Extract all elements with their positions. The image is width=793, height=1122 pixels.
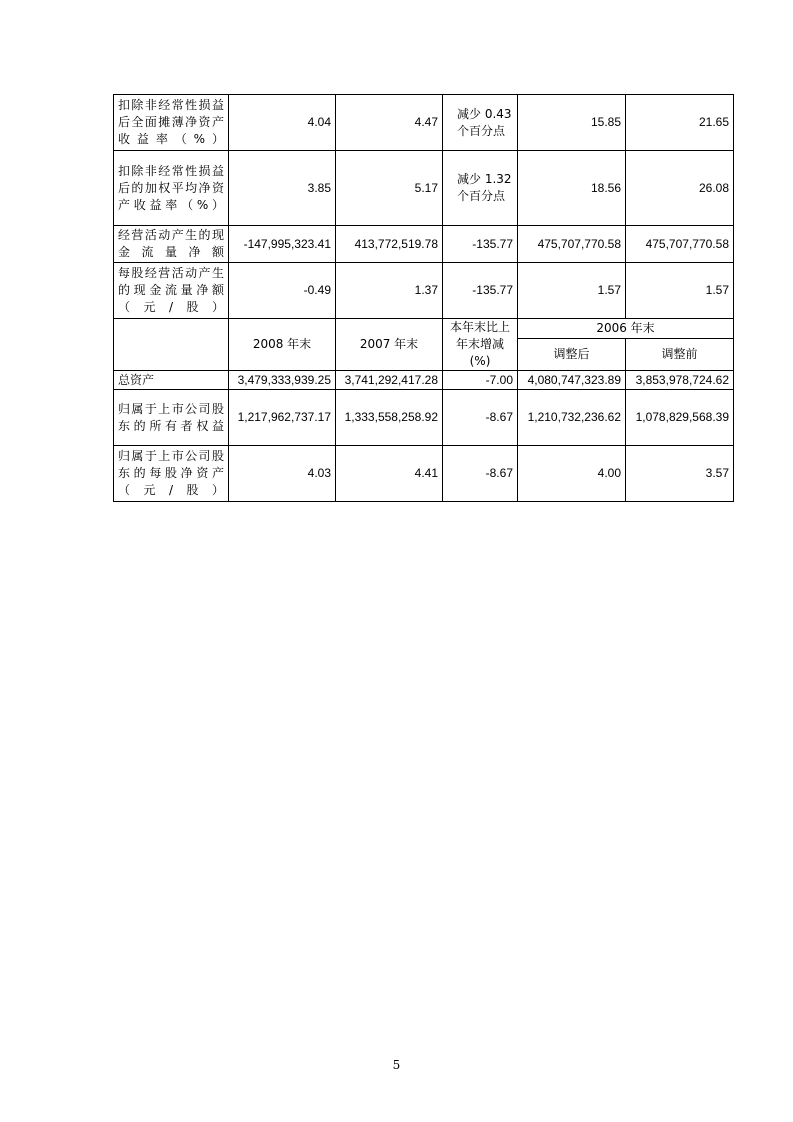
value-change: 减少 1.32 个百分点 xyxy=(443,151,518,226)
value-2008: 3,479,333,939.25 xyxy=(229,371,336,390)
header-2006-adjusted: 调整后 xyxy=(518,338,626,370)
value-2007: 4.47 xyxy=(336,95,443,151)
table-row xyxy=(114,151,734,226)
value-2006-original: 3,853,978,724.62 xyxy=(626,371,734,390)
value-2007: 4.41 xyxy=(336,446,443,502)
value-2006-original: 475,707,770.58 xyxy=(626,226,734,263)
row-label: 总资产 xyxy=(114,371,229,390)
table-row xyxy=(114,446,734,502)
table-row xyxy=(114,390,734,446)
value-2007: 413,772,519.78 xyxy=(336,226,443,263)
value-change: -8.67 xyxy=(443,446,518,502)
value-2006-adjusted: 15.85 xyxy=(518,95,626,151)
table-row xyxy=(114,263,734,319)
value-change: 减少 0.43 个百分点 xyxy=(443,95,518,151)
table-row xyxy=(114,226,734,263)
value-change: -7.00 xyxy=(443,371,518,390)
value-2008: 4.04 xyxy=(229,95,336,151)
value-2008: -147,995,323.41 xyxy=(229,226,336,263)
row-label: 扣除非经常性损益后全面摊薄净资产收益率（%） xyxy=(114,95,229,151)
header-2008: 2008 年末 xyxy=(229,319,336,371)
value-2006-adjusted: 18.56 xyxy=(518,151,626,226)
table-header-row xyxy=(114,319,734,339)
row-label: 归属于上市公司股东的每股净资产（元/股） xyxy=(114,446,229,502)
value-2008: 1,217,962,737.17 xyxy=(229,390,336,446)
value-2007: 5.17 xyxy=(336,151,443,226)
row-label: 扣除非经常性损益后的加权平均净资产收益率（%） xyxy=(114,151,229,226)
value-2006-original: 1.57 xyxy=(626,263,734,319)
value-2006-original: 21.65 xyxy=(626,95,734,151)
value-change: -8.67 xyxy=(443,390,518,446)
value-2006-original: 26.08 xyxy=(626,151,734,226)
row-label: 归属于上市公司股东的所有者权益 xyxy=(114,390,229,446)
header-empty-cell xyxy=(114,319,229,371)
row-label: 每股经营活动产生的现金流量净额（元/股） xyxy=(114,263,229,319)
row-label: 经营活动产生的现金流量净额 xyxy=(114,226,229,263)
table-row xyxy=(114,371,734,390)
value-change: -135.77 xyxy=(443,263,518,319)
value-change: -135.77 xyxy=(443,226,518,263)
financial-indicators-table xyxy=(113,94,734,502)
header-2006: 2006 年末 xyxy=(518,319,734,339)
value-2006-original: 1,078,829,568.39 xyxy=(626,390,734,446)
value-2008: -0.49 xyxy=(229,263,336,319)
header-change: 本年末比上年末增减(%) xyxy=(443,319,518,371)
value-2007: 3,741,292,417.28 xyxy=(336,371,443,390)
value-2007: 1.37 xyxy=(336,263,443,319)
value-2006-original: 3.57 xyxy=(626,446,734,502)
value-2006-adjusted: 4.00 xyxy=(518,446,626,502)
value-2007: 1,333,558,258.92 xyxy=(336,390,443,446)
value-2008: 3.85 xyxy=(229,151,336,226)
value-2006-adjusted: 4,080,747,323.89 xyxy=(518,371,626,390)
header-2006-original: 调整前 xyxy=(626,338,734,370)
value-2006-adjusted: 475,707,770.58 xyxy=(518,226,626,263)
table-row xyxy=(114,95,734,151)
value-2008: 4.03 xyxy=(229,446,336,502)
page-number: 5 xyxy=(392,1058,401,1072)
value-2006-adjusted: 1,210,732,236.62 xyxy=(518,390,626,446)
value-2006-adjusted: 1.57 xyxy=(518,263,626,319)
header-2007: 2007 年末 xyxy=(336,319,443,371)
